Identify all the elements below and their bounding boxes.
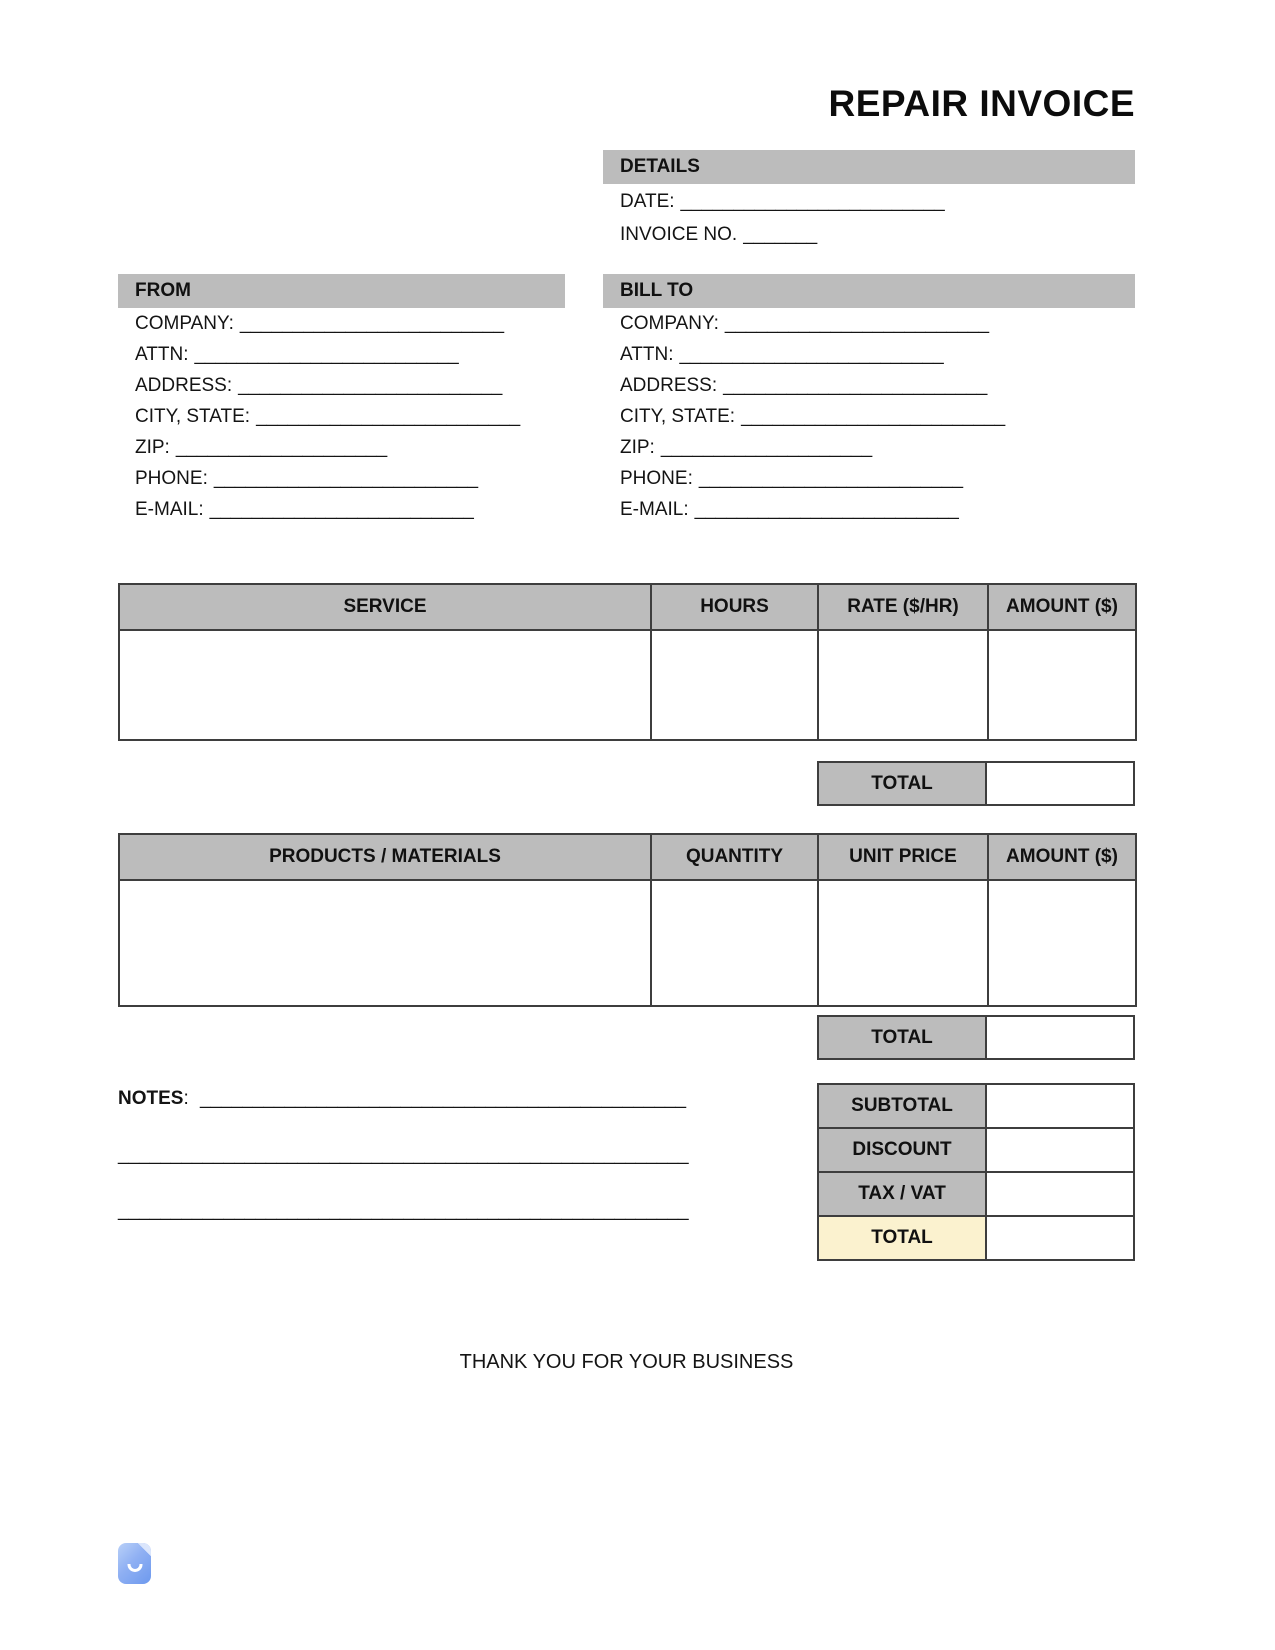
notes-label: NOTES — [118, 1088, 184, 1109]
notes-fill-line-2[interactable]: ______________________________________________________ — [118, 1144, 689, 1165]
products-table — [118, 833, 1137, 1007]
notes-fill-line-1[interactable]: ______________________________________________ — [200, 1088, 687, 1109]
bill-to-zip-field — [603, 432, 1135, 463]
from-email-field — [118, 494, 565, 525]
notes-section — [118, 1083, 817, 1261]
bill-to-attn-fill-line[interactable]: _________________________ — [679, 344, 944, 365]
bill-to-phone-label: PHONE: — [620, 468, 693, 489]
products-total-spacer — [118, 1015, 817, 1060]
products-entry-row — [119, 880, 1136, 1006]
bill-to-city-state-label: CITY, STATE: — [620, 406, 736, 427]
bill-to-phone-field — [603, 463, 1135, 494]
products-header-row — [119, 834, 1136, 880]
from-email-label: E-MAIL: — [135, 499, 204, 520]
bill-to-city-state-field — [603, 401, 1135, 432]
products-unit-price-cell[interactable] — [818, 880, 988, 1006]
bill-to-address-label: ADDRESS: — [620, 375, 718, 396]
bill-to-zip-fill-line[interactable]: ____________________ — [660, 437, 873, 458]
quantity-col-header: QUANTITY — [651, 834, 818, 880]
bill-to-zip-label: ZIP: — [620, 437, 655, 458]
from-zip-fill-line[interactable]: ____________________ — [175, 437, 388, 458]
rate-col-header: RATE ($/HR) — [818, 584, 988, 630]
date-field — [603, 186, 1135, 217]
products-quantity-cell[interactable] — [651, 880, 818, 1006]
subtotal-label: SUBTOTAL — [817, 1083, 987, 1129]
bill-to-address-fill-line[interactable]: _________________________ — [723, 375, 988, 396]
from-zip-field — [118, 432, 565, 463]
date-fill-line[interactable]: _________________________ — [680, 191, 945, 212]
page-title: REPAIR INVOICE — [828, 83, 1135, 124]
notes-field — [118, 1083, 817, 1114]
from-attn-fill-line[interactable]: _________________________ — [194, 344, 459, 365]
from-address-fill-line[interactable]: _________________________ — [238, 375, 503, 396]
discount-row — [817, 1127, 1135, 1173]
from-header: FROM — [118, 274, 565, 308]
from-address-field — [118, 370, 565, 401]
from-address-label: ADDRESS: — [135, 375, 233, 396]
from-city-state-field — [118, 401, 565, 432]
service-col-header: SERVICE — [119, 584, 651, 630]
service-table — [118, 583, 1137, 741]
service-hours-cell[interactable] — [651, 630, 818, 740]
service-total-value-cell[interactable] — [987, 761, 1135, 806]
bill-to-attn-label: ATTN: — [620, 344, 674, 365]
summary-table — [817, 1083, 1135, 1261]
products-entry-cell[interactable] — [119, 880, 651, 1006]
date-label: DATE: — [620, 191, 675, 212]
grand-total-value-cell[interactable] — [987, 1215, 1135, 1261]
tax-vat-label: TAX / VAT — [817, 1171, 987, 1217]
from-company-field — [118, 308, 565, 339]
bill-to-header: BILL TO — [603, 274, 1135, 308]
brand-logo-icon — [118, 1543, 151, 1584]
from-city-state-fill-line[interactable]: _________________________ — [256, 406, 521, 427]
discount-value-cell[interactable] — [987, 1127, 1135, 1173]
service-entry-row — [119, 630, 1136, 740]
grand-total-row — [817, 1215, 1135, 1261]
from-zip-label: ZIP: — [135, 437, 170, 458]
from-company-label: COMPANY: — [135, 313, 234, 334]
products-total-row — [118, 1015, 1135, 1060]
products-amount-cell[interactable] — [988, 880, 1136, 1006]
invoice-no-field — [603, 219, 1135, 250]
from-attn-label: ATTN: — [135, 344, 189, 365]
from-company-fill-line[interactable]: _________________________ — [239, 313, 505, 334]
hours-col-header: HOURS — [651, 584, 818, 630]
service-amount-cell[interactable] — [988, 630, 1136, 740]
bill-to-company-label: COMPANY: — [620, 313, 719, 334]
bill-to-phone-fill-line[interactable]: _________________________ — [698, 468, 964, 489]
products-total-value-cell[interactable] — [987, 1015, 1135, 1060]
address-columns — [118, 274, 1135, 525]
notes-separator: : — [183, 1088, 195, 1109]
details-header: DETAILS — [603, 150, 1135, 184]
bill-to-company-field — [603, 308, 1135, 339]
grand-total-label: TOTAL — [817, 1215, 987, 1261]
bill-to-section — [603, 274, 1135, 525]
invoice-no-fill-line[interactable]: _______ — [743, 224, 818, 245]
bill-to-email-label: E-MAIL: — [620, 499, 689, 520]
invoice-no-label: INVOICE NO. — [620, 224, 738, 245]
smile-icon — [127, 1564, 142, 1572]
from-email-fill-line[interactable]: _________________________ — [209, 499, 474, 520]
from-city-state-label: CITY, STATE: — [135, 406, 251, 427]
document-fold-icon — [138, 1543, 151, 1556]
bill-to-address-field — [603, 370, 1135, 401]
bill-to-email-field — [603, 494, 1135, 525]
from-section — [118, 274, 565, 525]
thank-you-message: THANK YOU FOR YOUR BUSINESS — [459, 1351, 794, 1373]
unit-price-col-header: UNIT PRICE — [818, 834, 988, 880]
bill-to-company-fill-line[interactable]: _________________________ — [724, 313, 990, 334]
from-phone-label: PHONE: — [135, 468, 208, 489]
tax-vat-row — [817, 1171, 1135, 1217]
bill-to-attn-field — [603, 339, 1135, 370]
notes-fill-line-3[interactable]: ______________________________________________________ — [118, 1200, 689, 1221]
from-phone-fill-line[interactable]: _________________________ — [213, 468, 479, 489]
service-header-row — [119, 584, 1136, 630]
bill-to-city-state-fill-line[interactable]: _________________________ — [741, 406, 1006, 427]
tax-vat-value-cell[interactable] — [987, 1171, 1135, 1217]
products-total-label: TOTAL — [817, 1015, 987, 1060]
discount-label: DISCOUNT — [817, 1127, 987, 1173]
amount-col-header: AMOUNT ($) — [988, 584, 1136, 630]
details-section — [603, 150, 1135, 250]
notes-summary-area — [118, 1083, 1135, 1261]
service-entry-cell[interactable] — [119, 630, 651, 740]
products-amount-col-header: AMOUNT ($) — [988, 834, 1136, 880]
service-total-label: TOTAL — [817, 761, 987, 806]
service-total-spacer — [118, 761, 817, 806]
bill-to-email-fill-line[interactable]: _________________________ — [694, 499, 959, 520]
from-attn-field — [118, 339, 565, 370]
from-phone-field — [118, 463, 565, 494]
products-col-header: PRODUCTS / MATERIALS — [119, 834, 651, 880]
service-rate-cell[interactable] — [818, 630, 988, 740]
service-total-row — [118, 761, 1135, 806]
subtotal-value-cell[interactable] — [987, 1083, 1135, 1129]
subtotal-row — [817, 1083, 1135, 1129]
